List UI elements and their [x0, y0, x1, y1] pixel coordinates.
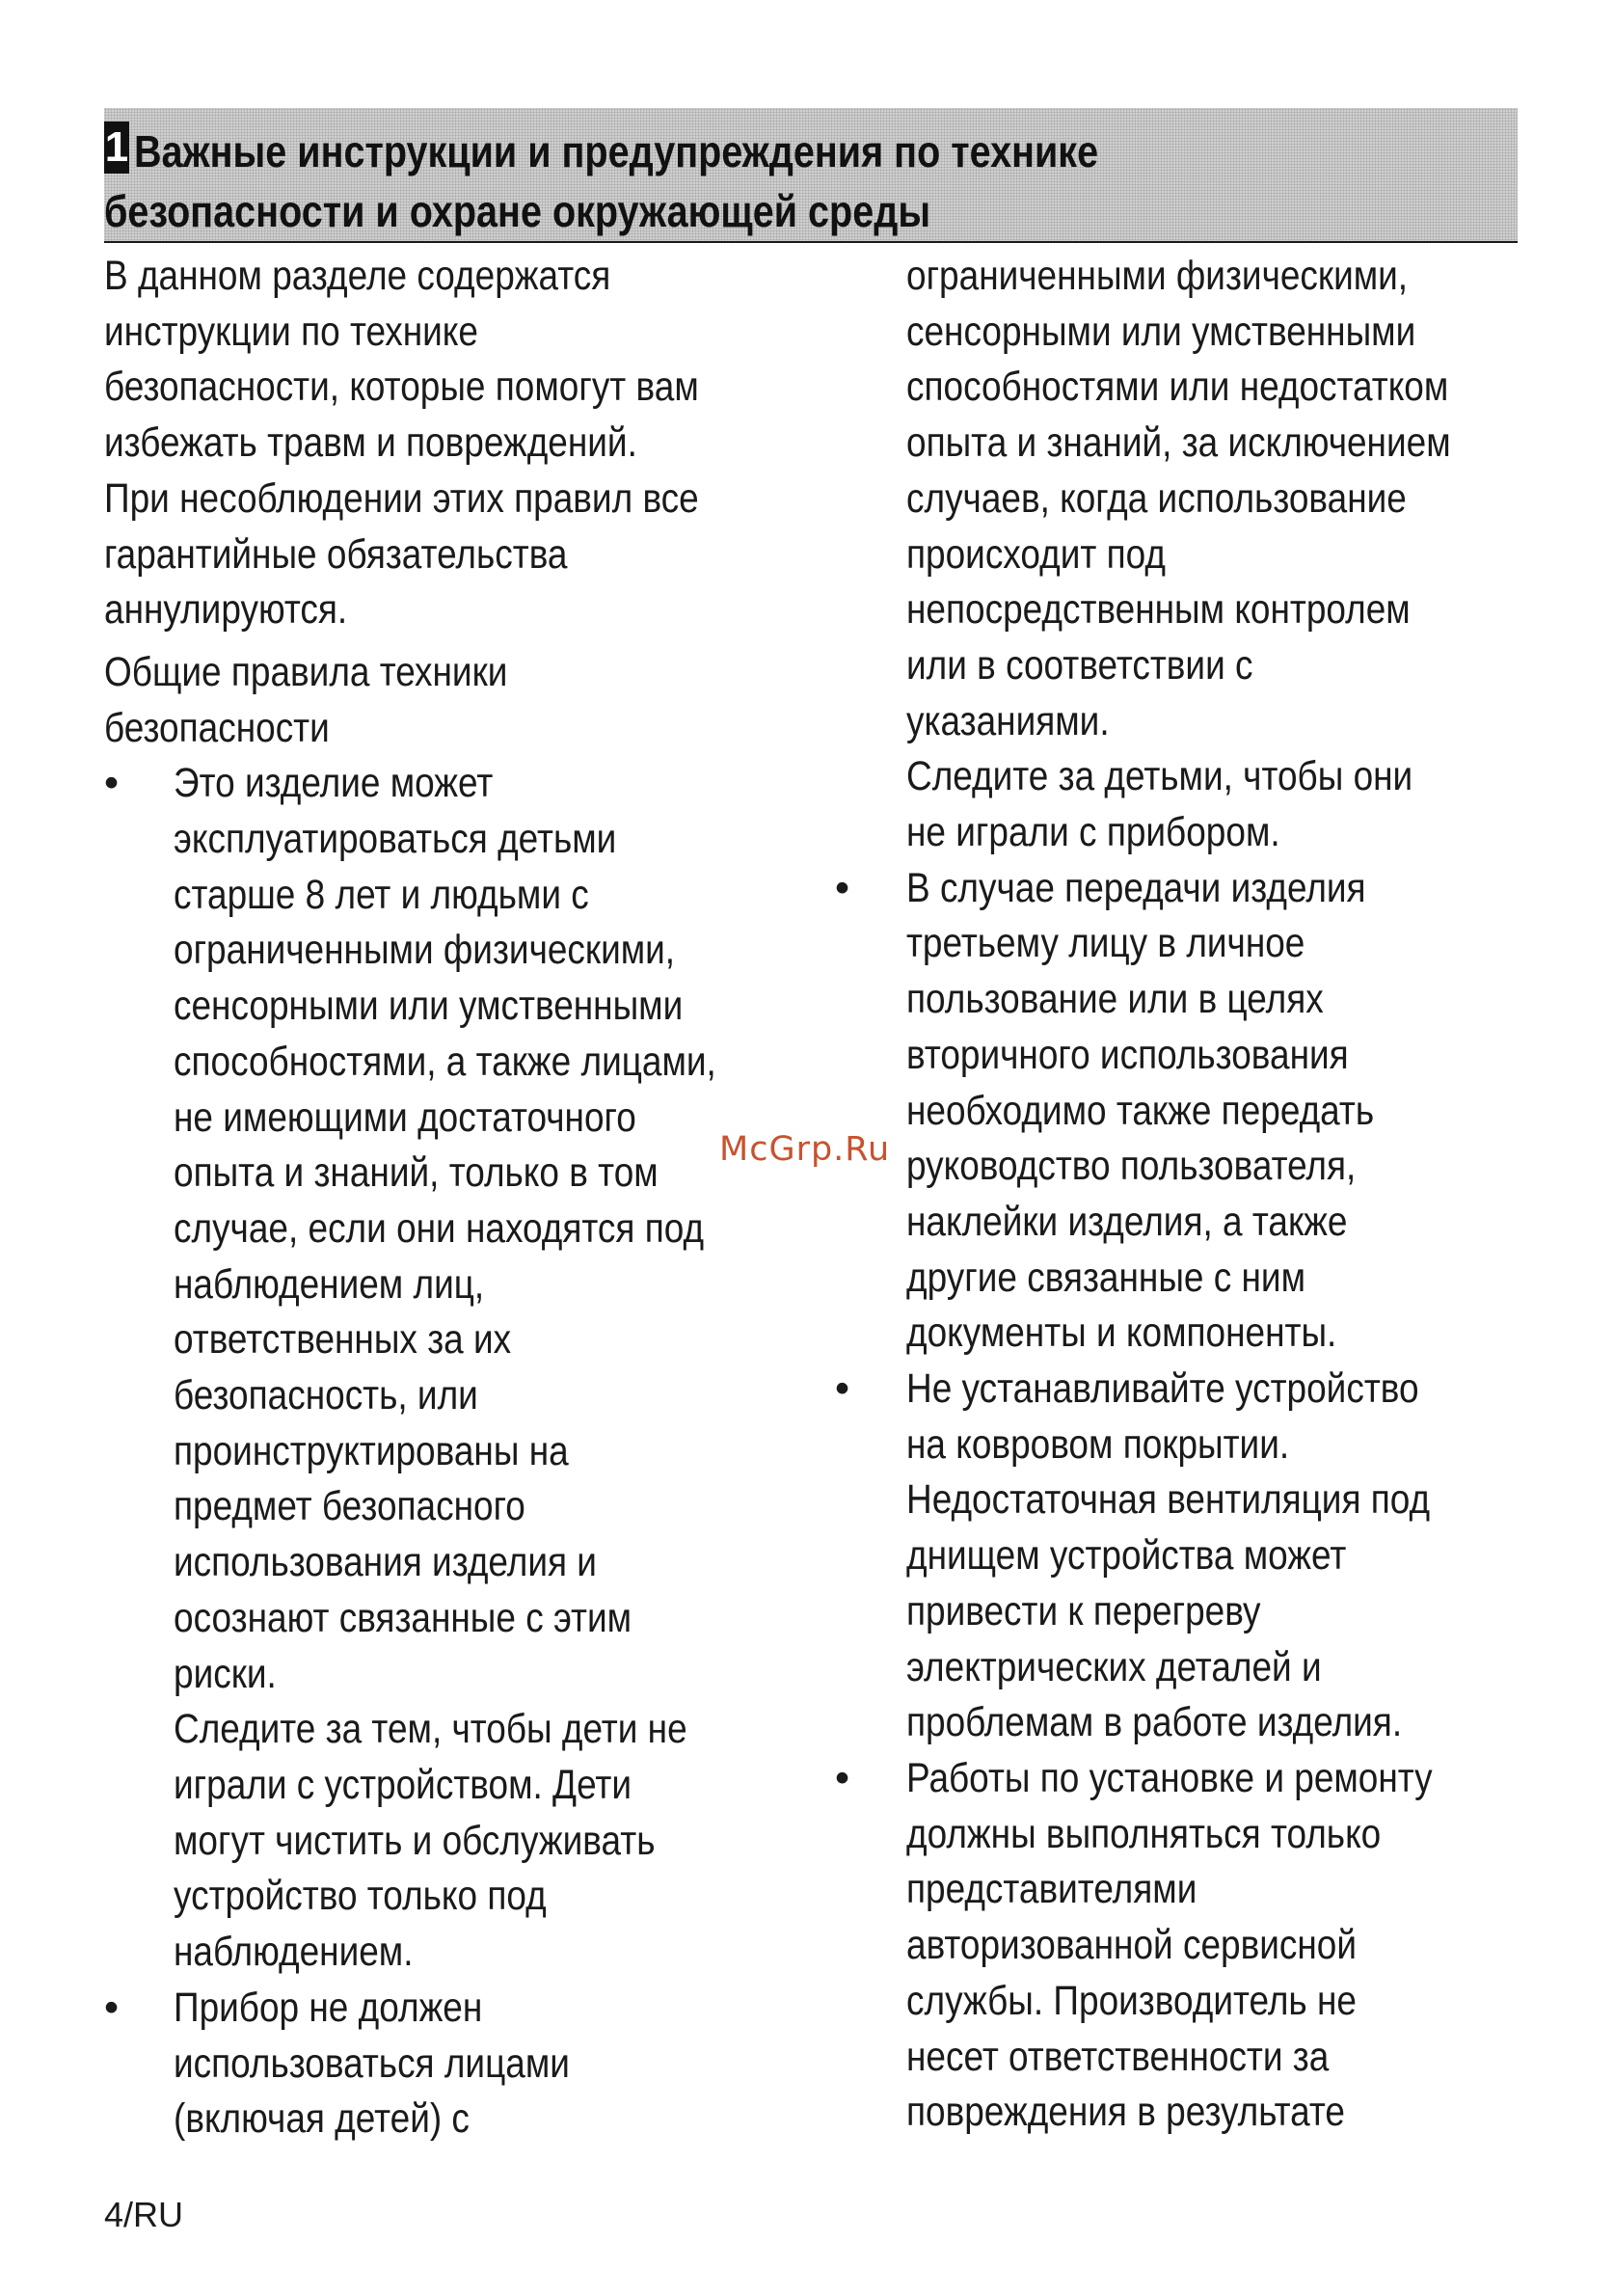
text-line: ограниченными физическими,: [174, 927, 676, 974]
text-line: использоваться лицами: [174, 2039, 570, 2087]
text-line: пользование или в целях: [906, 976, 1324, 1023]
list-item-carpet-warning: [829, 1362, 1543, 1751]
text-line: предмет безопасного: [174, 1483, 525, 1530]
text-line: опыта и знаний, за исключением: [906, 419, 1451, 467]
text-line: привести к перегреву: [906, 1587, 1261, 1634]
list-item-authorized-service: [829, 1751, 1543, 2141]
text-line: непосредственным контролем: [906, 586, 1411, 634]
list-item-transfer-product: [829, 861, 1543, 1362]
text-line: повреждения в результате: [906, 2089, 1345, 2136]
text-line: не имеющими достаточного: [174, 1094, 636, 1141]
text-line: наклейки изделия, а также: [906, 1198, 1348, 1245]
text-line: безопасность, или: [174, 1372, 478, 1419]
page-number: 4/RU: [104, 2195, 184, 2234]
text-line: представителями: [906, 1866, 1197, 1913]
text-line: Не устанавливайте устройство: [906, 1365, 1419, 1413]
text-line: Прибор не должен: [174, 1984, 483, 2031]
bullet-marker: •: [835, 864, 850, 911]
text-line: случае, если они находятся под: [174, 1204, 705, 1252]
text-line: проблемам в работе изделия.: [906, 1699, 1403, 1746]
section-title-line-1: Важные инструкции и предупреждения по технике: [133, 126, 1099, 176]
text-line: Работы по установке и ремонту: [906, 1754, 1433, 1801]
text-line: Следите за тем, чтобы дети не: [174, 1706, 687, 1753]
text-line: аннулируются.: [104, 586, 348, 634]
text-line: службы. Производитель не: [906, 1977, 1357, 2024]
text-line: эксплуатироваться детьми: [174, 816, 617, 863]
section-title: [104, 122, 1265, 241]
text-line: третьему лицу в личное: [906, 920, 1305, 967]
text-line: указаниями.: [906, 697, 1110, 744]
text-line: днищем устройства может: [906, 1532, 1347, 1580]
text-line: безопасности, которые помогут вам: [104, 364, 699, 411]
text-line: В случае передачи изделия: [906, 864, 1366, 911]
text-line: опыта и знаний, только в том: [174, 1149, 659, 1197]
text-line: безопасности: [104, 704, 330, 751]
text-line: старше 8 лет и людьми с: [174, 871, 589, 918]
text-line: несет ответственности за: [906, 2033, 1330, 2080]
text-line: Это изделие может: [174, 760, 494, 807]
text-line: другие связанные с ним: [906, 1254, 1306, 1301]
text-line: на ковровом покрытии.: [906, 1420, 1290, 1468]
text-line: наблюдением.: [174, 1929, 414, 1976]
text-line: При несоблюдении этих правил все: [104, 474, 699, 522]
text-line: происходит под: [906, 530, 1166, 578]
text-line: способностями или недостатком: [906, 364, 1449, 411]
text-line: авторизованной сервисной: [906, 1922, 1358, 1969]
text-line: (включая детей) с: [174, 2095, 470, 2143]
right-column: [829, 249, 1543, 2141]
bullet-marker: •: [104, 1984, 120, 2031]
text-line: вторичного использования: [906, 1031, 1349, 1078]
text-line: риски.: [174, 1650, 277, 1697]
text-line: использования изделия и: [174, 1539, 597, 1586]
text-line: играли с устройством. Дети: [174, 1761, 632, 1808]
bullet-marker: •: [104, 760, 120, 807]
intro-paragraph: [104, 249, 856, 638]
text-line: избежать травм и повреждений.: [104, 419, 637, 467]
text-line: электрических деталей и: [906, 1643, 1322, 1690]
text-line: способностями, а также лицами,: [174, 1038, 716, 1085]
text-line: ограниченными физическими,: [906, 253, 1409, 299]
text-line: В данном разделе содержатся: [104, 253, 611, 299]
text-line: Общие правила техники: [104, 648, 508, 695]
text-line: устройство только под: [174, 1873, 547, 1920]
text-line: Недостаточная вентиляция под: [906, 1476, 1431, 1524]
section-header: [104, 108, 1518, 243]
text-line: Следите за детьми, чтобы они: [906, 753, 1413, 800]
left-column: [104, 249, 856, 2147]
text-line: случаев, когда использование: [906, 474, 1407, 522]
text-line: необходимо также передать: [906, 1087, 1375, 1134]
text-line: могут чистить и обслуживать: [174, 1817, 656, 1864]
text-line: или в соответствии с: [906, 641, 1253, 689]
text-line: осознают связанные с этим: [174, 1594, 632, 1641]
watermark-text: McGrp.Ru: [719, 1130, 891, 1169]
text-line: ответственных за их: [174, 1316, 512, 1364]
text-line: сенсорными или умственными: [906, 308, 1416, 355]
text-line: гарантийные обязательства: [104, 530, 568, 578]
bullet-marker: •: [835, 1754, 850, 1801]
text-line: не играли с прибором.: [906, 809, 1280, 856]
text-line: руководство пользователя,: [906, 1143, 1357, 1190]
text-line: документы и компоненты.: [906, 1310, 1337, 1357]
text-line: инструкции по технике: [104, 308, 478, 355]
bullet-marker: •: [835, 1365, 850, 1413]
subheading-general-safety: [104, 645, 856, 756]
text-line: проинструктированы на: [174, 1427, 569, 1474]
list-item-children-usage: [104, 756, 856, 1980]
text-line: должны выполняться только: [906, 1810, 1382, 1857]
text-line: наблюдением лиц,: [174, 1260, 485, 1308]
list-item-restricted-persons-continued: [829, 249, 1543, 861]
section-title-line-2: безопасности и охране окружающей среды: [104, 186, 931, 236]
section-number: 1: [104, 122, 129, 174]
text-line: сенсорными или умственными: [174, 983, 684, 1030]
list-item-restricted-persons: [104, 1981, 856, 2147]
